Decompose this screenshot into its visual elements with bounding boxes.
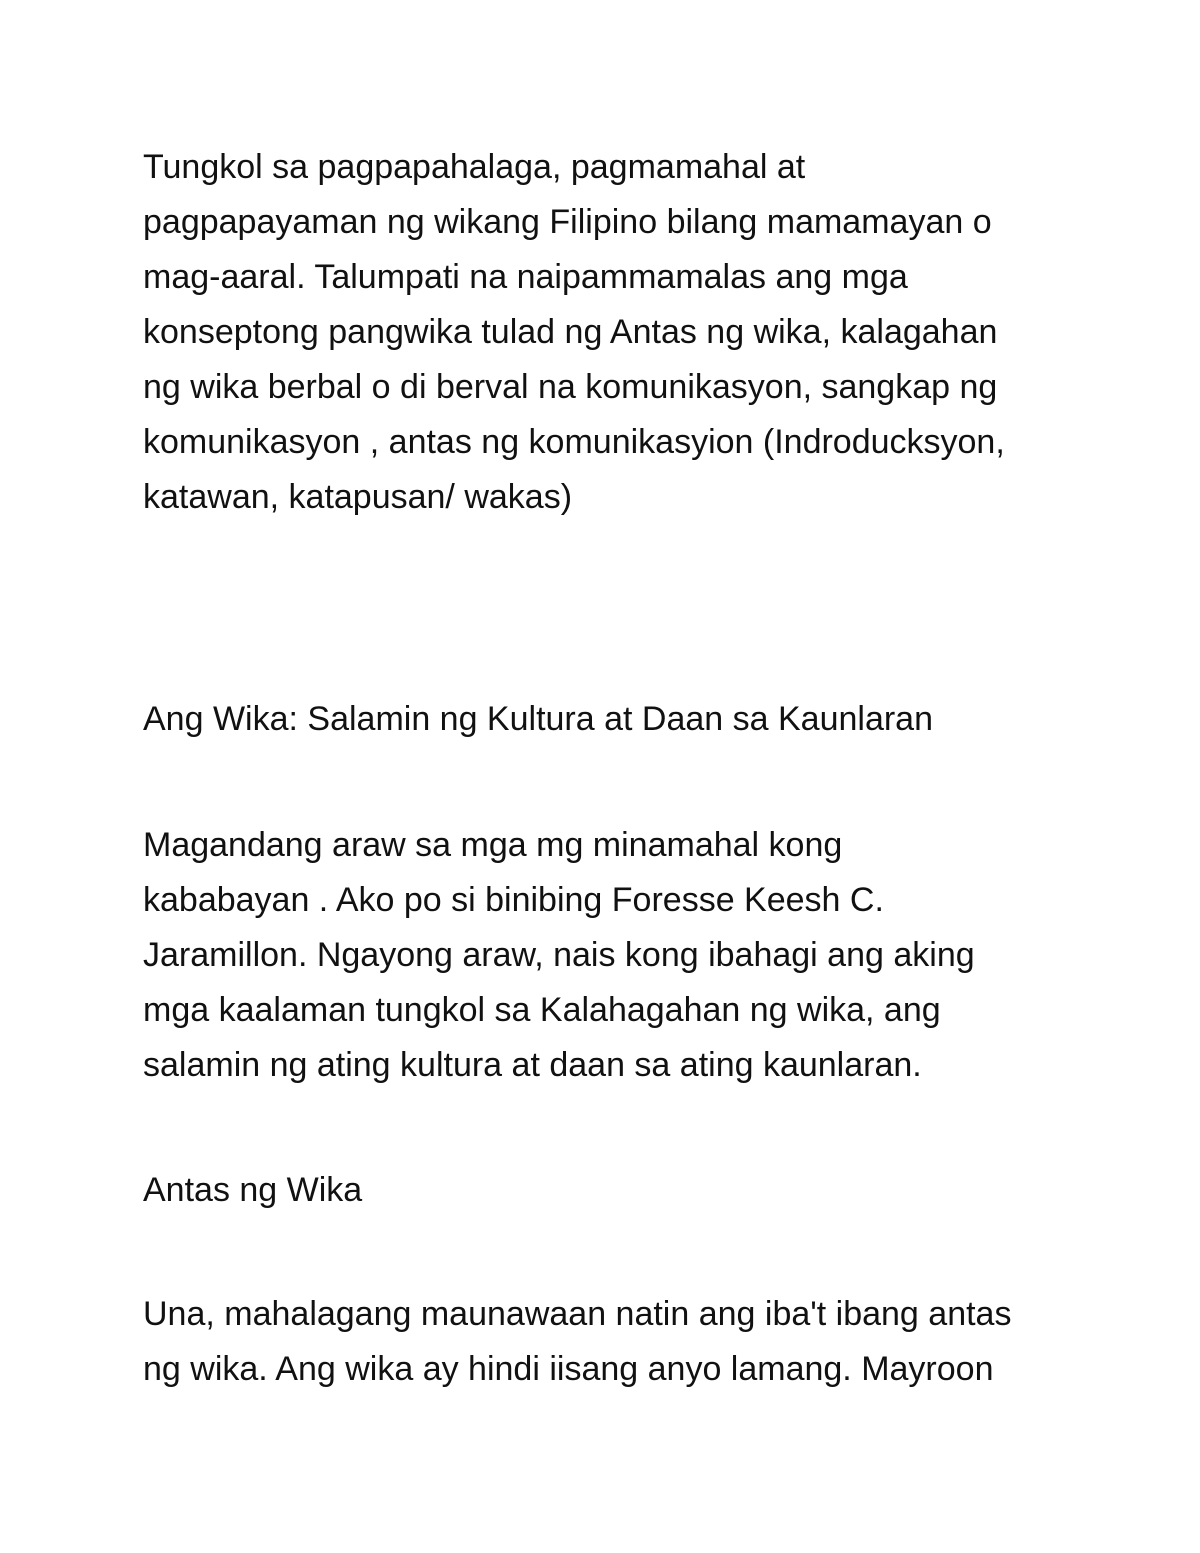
greeting-paragraph: Magandang araw sa mga mg minamahal kong kababayan . Ako po si binibing Foresse Keesh C. Jaramillon. Ngayong araw, nais kong ibahagi ang aking mga kaalaman tungkol sa Kalahagahan ng wika, ang salamin ng ating kultura at daan sa ating kaunlaran. [143,826,975,1084]
section-heading: Antas ng Wika [143,1171,363,1209]
section-paragraph: Una, mahalagang maunawaan natin ang iba't ibang antas ng wika. Ang wika ay hindi iisang anyo lamang. Mayroon [143,1295,1012,1388]
speech-title: Ang Wika: Salamin ng Kultura at Daan sa Kaunlaran [143,700,934,738]
intro-paragraph: Tungkol sa pagpapahalaga, pagmamahal at pagpapayaman ng wikang Filipino bilang mamamayan o mag-aaral. Talumpati na naipammamalas ang mga konseptong pangwika tulad ng Antas ng wika, kalagahan ng wika berbal o di berval na komunikasyon, sangkap ng komunikasyon , antas ng komunikasyion (Indroducksyon, katawan, katapusan/ wakas) [143,148,1005,516]
